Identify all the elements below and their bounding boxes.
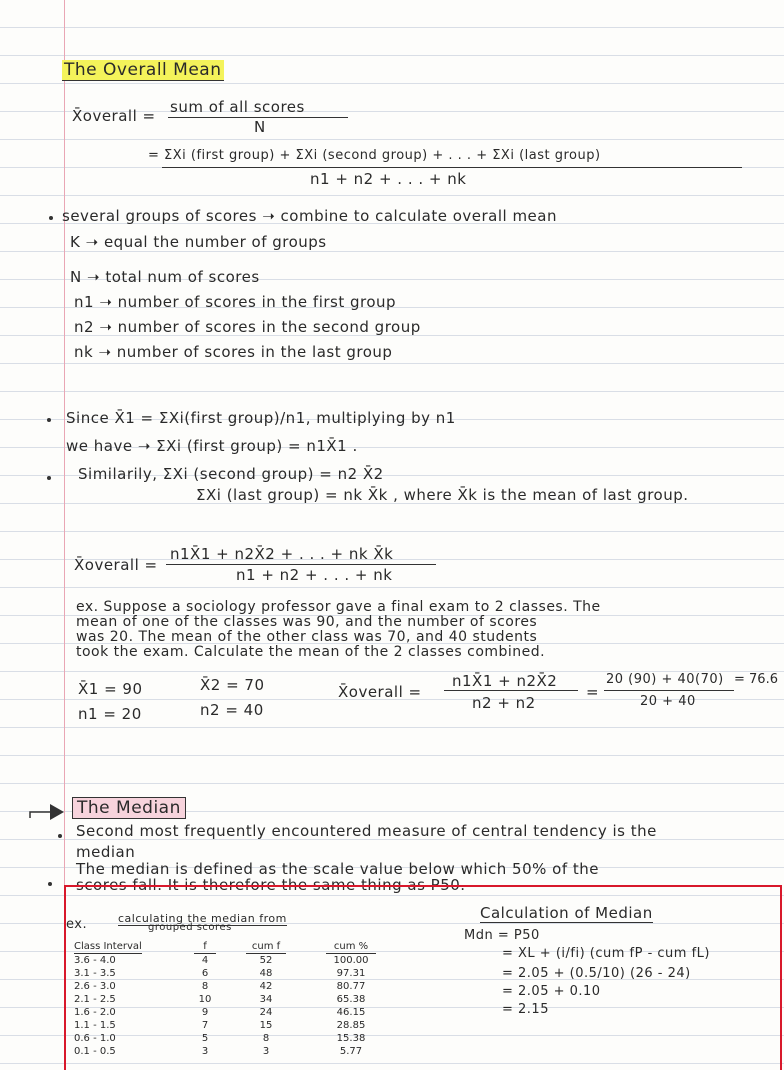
formula3-denominator: n1 + n2 + . . . + nk [236, 566, 393, 584]
calc-result: = 76.6 [734, 672, 778, 687]
calc-median-line-4: = 2.05 + 0.10 [502, 984, 601, 999]
bullet-dot [48, 882, 52, 886]
table-cell: 8 [262, 1033, 270, 1044]
table-cell: 46.15 [336, 1007, 366, 1018]
table-cell: 52 [259, 955, 273, 966]
table-col-cum-percent [326, 940, 376, 1058]
table-cell: 5.77 [339, 1046, 363, 1057]
given-x2: X̄2 = 70 [200, 676, 265, 694]
table-cell: 2.6 - 3.0 [74, 981, 116, 992]
median-bullet-2-line-1: The median is defined as the scale value below which 50% of the [76, 860, 599, 878]
table-cell: 42 [259, 981, 273, 992]
bullet-dot [58, 834, 62, 838]
table-cell: 100.00 [333, 955, 369, 966]
example-text-line-3: was 20. The mean of the other class was 70, and 40 students [76, 629, 538, 645]
table-cell: 10 [198, 994, 212, 1005]
given-n2: n2 = 40 [200, 701, 264, 719]
calc-fraction-bar [444, 690, 578, 691]
table-cell: 6 [201, 968, 209, 979]
median-bullet-1-line-1: Second most frequently encountered measure of central tendency is the [76, 822, 657, 840]
formula1-numerator: sum of all scores [170, 98, 305, 116]
table-cell: 34 [259, 994, 273, 1005]
similarly-line-2: ΣXi (last group) = nk X̄k , where X̄k is the mean of last group. [196, 486, 689, 504]
table-cell: 3 [201, 1046, 209, 1057]
bullet-dot [47, 418, 51, 422]
median-bullet-1-line-2: median [76, 843, 136, 861]
definition-n1: n1 ➝ number of scores in the first group [74, 293, 397, 311]
calc-denominator-values: 20 + 40 [640, 694, 696, 709]
table-col-class-interval [74, 940, 142, 1058]
table-cell: 2.1 - 2.5 [74, 994, 116, 1005]
table-cell: 65.38 [336, 994, 366, 1005]
bullet-dot [47, 476, 51, 480]
arrow-right-icon [28, 798, 68, 822]
table-cell: 80.77 [336, 981, 366, 992]
table-header-cum-f: cum f [246, 940, 286, 954]
formula3-numerator: n1X̄1 + n2X̄2 + . . . + nk X̄k [170, 545, 394, 563]
table-col-f [194, 940, 216, 1058]
calc-median-line-5: = 2.15 [502, 1002, 549, 1017]
calc-median-line-1: Mdn = P50 [464, 928, 540, 943]
table-cell: 4 [201, 955, 209, 966]
given-x1: X̄1 = 90 [78, 680, 143, 698]
example-text-line-1: ex. Suppose a sociology professor gave a final exam to 2 classes. The [76, 599, 601, 615]
table-cell: 24 [259, 1007, 273, 1018]
median-bullet-2-line-2: scores fall. It is therefore the same thing as P50. [76, 876, 466, 894]
formula1-lhs: X̄overall = [72, 107, 156, 125]
similarly-line-1: Similarily, ΣXi (second group) = n2 X̄2 [78, 465, 384, 483]
formula2-denominator: n1 + n2 + . . . + nk [310, 170, 467, 188]
since-line-2: we have ➝ ΣXi (first group) = n1X̄1 . [66, 437, 358, 455]
example-title-line-2: grouped scores [148, 922, 232, 933]
table-header-class-interval: Class Interval [74, 941, 142, 952]
table-cell: 15.38 [336, 1033, 366, 1044]
calc-median-line-2: = XL + (i/fi) (cum fP - cum fL) [502, 946, 710, 961]
median-heading: The Median [72, 797, 186, 819]
definition-k: K ➝ equal the number of groups [70, 233, 327, 251]
table-cell: 48 [259, 968, 273, 979]
calc-median-line-3: = 2.05 + (0.5/10) (26 - 24) [502, 966, 691, 981]
table-cell: 3.1 - 3.5 [74, 968, 116, 979]
table-cell: 0.1 - 0.5 [74, 1046, 116, 1057]
calc-numerator: n1X̄1 + n2X̄2 [452, 672, 558, 690]
table-cell: 15 [259, 1020, 273, 1031]
overall-mean-heading: The Overall Mean [64, 60, 222, 80]
definition-nk: nk ➝ number of scores in the last group [74, 343, 393, 361]
table-header-f: f [194, 940, 216, 954]
table-cell: 28.85 [336, 1020, 366, 1031]
since-line-1: Since X̄1 = ΣXi(first group)/n1, multiplying by n1 [66, 409, 456, 427]
table-cell: 1.6 - 2.0 [74, 1007, 116, 1018]
calc-equals: = [586, 683, 600, 701]
example-label: ex. [66, 917, 88, 932]
formula2-fraction-bar [162, 167, 742, 168]
example-text-line-4: took the exam. Calculate the mean of the 2 classes combined. [76, 644, 546, 660]
table-cell: 97.31 [336, 968, 366, 979]
table-header-cum-percent: cum % [326, 940, 376, 954]
calc-numerator-values: 20 (90) + 40(70) [606, 672, 724, 687]
table-cell: 3 [262, 1046, 270, 1057]
calc-lhs: X̄overall = [338, 683, 422, 701]
table-cell: 5 [201, 1033, 209, 1044]
example-title-line-1: calculating the median from [118, 912, 287, 925]
calc-denominator: n2 + n2 [472, 694, 536, 712]
given-n1: n1 = 20 [78, 705, 142, 723]
bullet-dot [49, 216, 53, 220]
example-text-line-2: mean of one of the classes was 90, and the number of scores [76, 614, 538, 630]
definition-n-total: N ➝ total num of scores [70, 268, 260, 286]
table-cell: 9 [201, 1007, 209, 1018]
table-cell: 1.1 - 1.5 [74, 1020, 116, 1031]
table-cell: 8 [201, 981, 209, 992]
formula3-fraction-bar [166, 564, 436, 565]
table-cell: 3.6 - 4.0 [74, 955, 116, 966]
overall-bullet-1: several groups of scores ➝ combine to calculate overall mean [62, 207, 557, 225]
table-cell: 7 [201, 1020, 209, 1031]
table-col-cum-f [246, 940, 286, 1058]
calc-values-fraction-bar [604, 690, 734, 691]
calc-median-title: Calculation of Median [480, 904, 653, 922]
definition-n2: n2 ➝ number of scores in the second group [74, 318, 421, 336]
formula3-lhs: X̄overall = [74, 556, 158, 574]
formula1-denominator: N [254, 118, 266, 136]
formula2-numerator: = ΣXi (first group) + ΣXi (second group) + . . . + ΣXi (last group) [148, 148, 601, 163]
table-cell: 0.6 - 1.0 [74, 1033, 116, 1044]
